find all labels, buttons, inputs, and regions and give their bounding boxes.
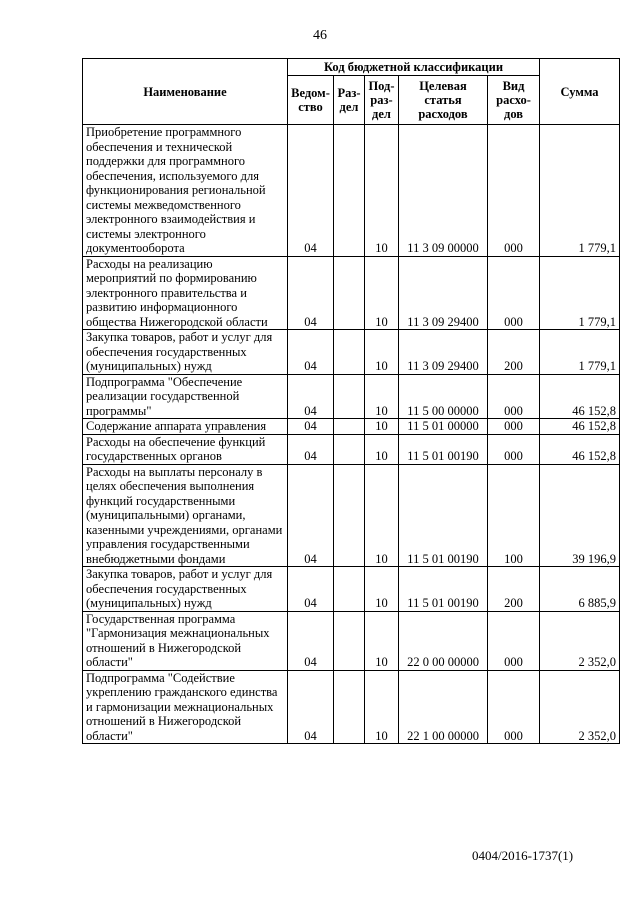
row-sum: 46 152,8 (540, 434, 620, 464)
page-number: 46 (313, 28, 327, 43)
row-name: Подпрограмма "Содействие укреплению гражданского единства и гармонизации межнациональных отношений в Нижегородской области" (83, 670, 288, 744)
header-vid: Вид расхо- дов (488, 76, 540, 125)
row-vedomstvo: 04 (288, 374, 334, 419)
table-row (83, 464, 620, 567)
row-vid: 000 (488, 419, 540, 435)
table-row (83, 434, 620, 464)
table-row (83, 330, 620, 375)
row-razdel (334, 670, 365, 744)
row-vid: 000 (488, 434, 540, 464)
row-podrazdel: 10 (365, 670, 399, 744)
row-sum: 6 885,9 (540, 567, 620, 612)
row-name: Государственная программа "Гармонизация межнациональных отношений в Нижегородской области" (83, 611, 288, 670)
row-vedomstvo: 04 (288, 464, 334, 567)
header-podrazdel: Под- раз- дел (365, 76, 399, 125)
row-name: Расходы на выплаты персоналу в целях обеспечения выполнения функций государственными (муниципальными) органами, казенными учреждениями, органами управления государственными внебюджетными фондами (83, 464, 288, 567)
table-row (83, 374, 620, 419)
row-sum: 46 152,8 (540, 419, 620, 435)
row-vid: 200 (488, 330, 540, 375)
row-target: 22 0 00 00000 (399, 611, 488, 670)
row-name: Содержание аппарата управления (83, 419, 288, 435)
row-name: Расходы на реализацию мероприятий по формированию электронного правительства и развитию информационного общества Нижегородской области (83, 256, 288, 330)
table-row (83, 419, 620, 435)
row-vid: 000 (488, 256, 540, 330)
row-target: 22 1 00 00000 (399, 670, 488, 744)
row-sum: 1 779,1 (540, 330, 620, 375)
header-code-group: Код бюджетной классификации (288, 59, 540, 76)
row-sum: 1 779,1 (540, 125, 620, 257)
row-sum: 2 352,0 (540, 611, 620, 670)
row-vedomstvo: 04 (288, 125, 334, 257)
row-name: Расходы на обеспечение функций государственных органов (83, 434, 288, 464)
row-podrazdel: 10 (365, 611, 399, 670)
header-vedomstvo: Ведом- ство (288, 76, 334, 125)
row-sum: 39 196,9 (540, 464, 620, 567)
row-vid: 000 (488, 374, 540, 419)
row-razdel (334, 330, 365, 375)
row-podrazdel: 10 (365, 330, 399, 375)
table-row (83, 670, 620, 744)
row-razdel (334, 567, 365, 612)
row-podrazdel: 10 (365, 256, 399, 330)
row-podrazdel: 10 (365, 419, 399, 435)
row-name: Приобретение программного обеспечения и технической поддержки для программного обеспечения, используемого для функционирования региональной системы межведомственного электронного взаимодействия и системы электронного документооборота (83, 125, 288, 257)
row-target: 11 5 00 00000 (399, 374, 488, 419)
header-name: Наименование (83, 59, 288, 125)
row-vid: 100 (488, 464, 540, 567)
row-razdel (334, 256, 365, 330)
table-row (83, 256, 620, 330)
row-podrazdel: 10 (365, 125, 399, 257)
row-podrazdel: 10 (365, 434, 399, 464)
row-target: 11 3 09 29400 (399, 256, 488, 330)
header-target: Целевая статья расходов (399, 76, 488, 125)
row-target: 11 3 09 29400 (399, 330, 488, 375)
row-sum: 46 152,8 (540, 374, 620, 419)
row-vedomstvo: 04 (288, 256, 334, 330)
row-vid: 200 (488, 567, 540, 612)
row-vid: 000 (488, 670, 540, 744)
row-vedomstvo: 04 (288, 419, 334, 435)
row-name: Подпрограмма "Обеспечение реализации государственной программы" (83, 374, 288, 419)
header-razdel: Раз- дел (334, 76, 365, 125)
row-vedomstvo: 04 (288, 434, 334, 464)
row-sum: 2 352,0 (540, 670, 620, 744)
table-row (83, 611, 620, 670)
row-vedomstvo: 04 (288, 567, 334, 612)
row-target: 11 5 01 00190 (399, 567, 488, 612)
row-name: Закупка товаров, работ и услуг для обеспечения государственных (муниципальных) нужд (83, 330, 288, 375)
row-razdel (334, 434, 365, 464)
table-row (83, 567, 620, 612)
row-vedomstvo: 04 (288, 670, 334, 744)
row-podrazdel: 10 (365, 374, 399, 419)
row-razdel (334, 611, 365, 670)
row-target: 11 3 09 00000 (399, 125, 488, 257)
table-row (83, 125, 620, 257)
row-razdel (334, 374, 365, 419)
header-sum: Сумма (540, 59, 620, 125)
row-razdel (334, 464, 365, 567)
row-vedomstvo: 04 (288, 611, 334, 670)
row-target: 11 5 01 00190 (399, 464, 488, 567)
budget-table (82, 58, 620, 744)
row-vid: 000 (488, 611, 540, 670)
row-razdel (334, 125, 365, 257)
row-name: Закупка товаров, работ и услуг для обеспечения государственных (муниципальных) нужд (83, 567, 288, 612)
row-target: 11 5 01 00190 (399, 434, 488, 464)
row-vedomstvo: 04 (288, 330, 334, 375)
row-razdel (334, 419, 365, 435)
row-podrazdel: 10 (365, 567, 399, 612)
row-vid: 000 (488, 125, 540, 257)
row-target: 11 5 01 00000 (399, 419, 488, 435)
row-sum: 1 779,1 (540, 256, 620, 330)
document-code: 0404/2016-1737(1) (472, 848, 574, 863)
row-podrazdel: 10 (365, 464, 399, 567)
